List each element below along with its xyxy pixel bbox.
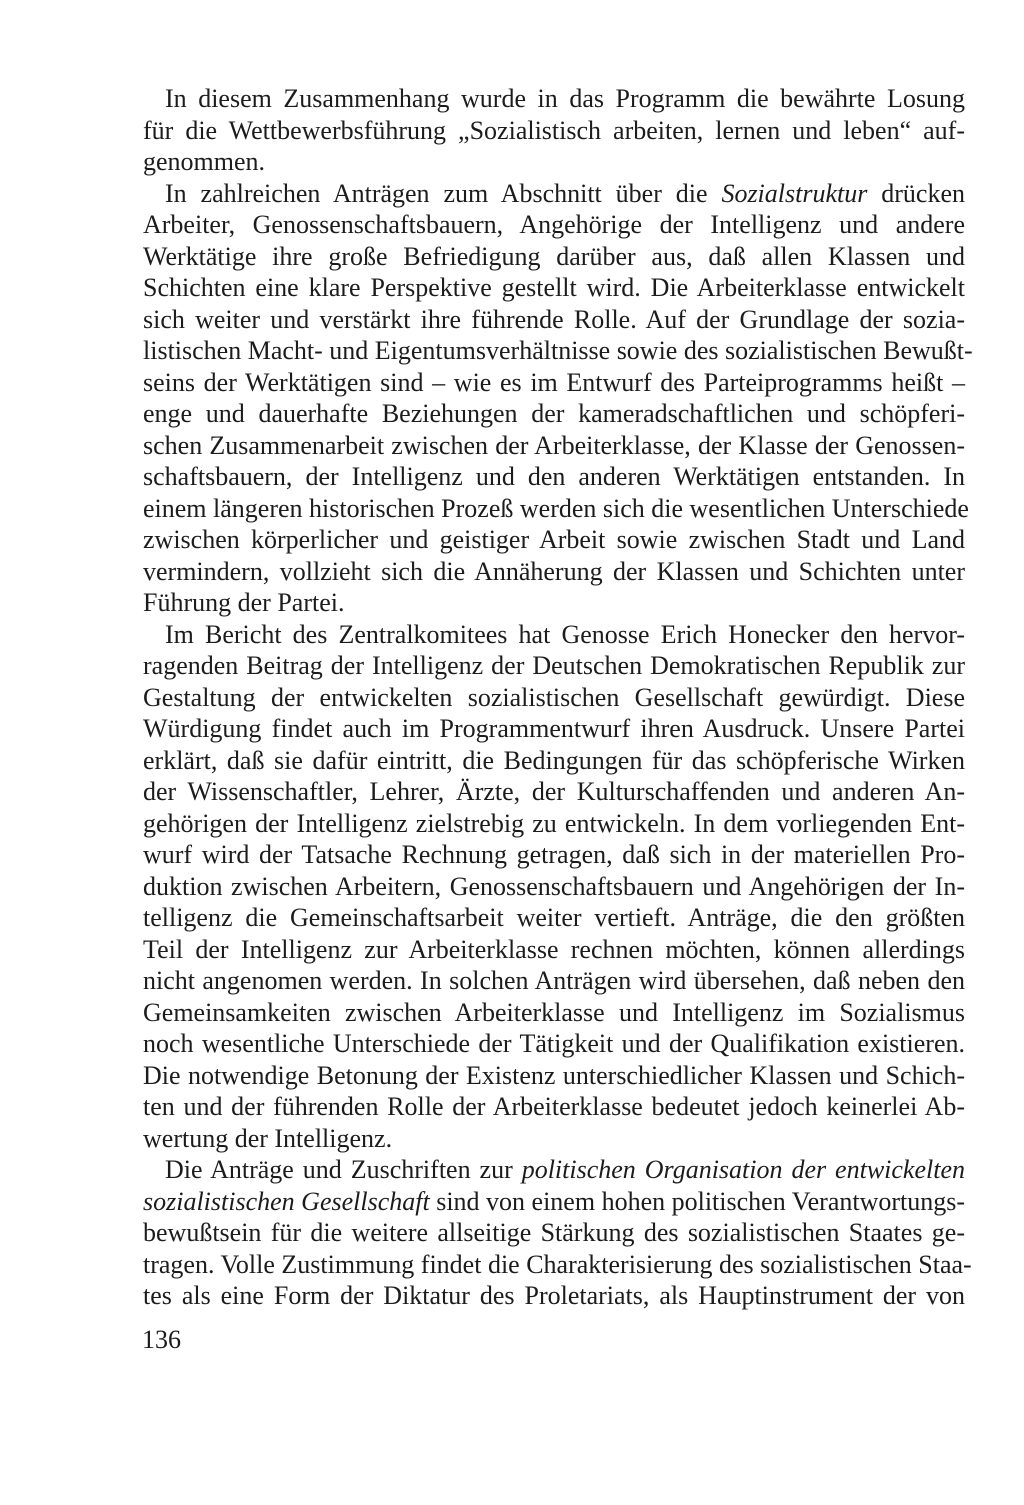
- text-line: Führung der Partei.: [143, 588, 345, 617]
- text-line: Die Anträge und Zuschriften zur politischen Organisation der entwickelten: [165, 1155, 965, 1184]
- text-line: einem längeren historischen Prozeß werden sich die wesentlichen Unterschiede: [143, 493, 969, 523]
- text-line: telligenz die Gemeinschaftsarbeit weiter vertieft. Anträge, die den größten: [143, 903, 965, 932]
- text-line: In zahlreichen Anträgen zum Abschnitt über die Sozialstruktur drücken: [165, 178, 965, 208]
- text-line: listischen Macht- und Eigentumsverhältnisse sowie des sozialistischen Bewußt-: [143, 336, 973, 365]
- text-line: tragen. Volle Zustimmung findet die Charakterisierung des sozialistischen Staa-: [143, 1249, 972, 1279]
- text-line: In diesem Zusammenhang wurde in das Programm die bewährte Losung: [165, 84, 965, 113]
- text-line: sich weiter und verstärkt ihre führende Rolle. Auf der Grundlage der sozia-: [143, 304, 965, 334]
- paragraph: [143, 83, 965, 178]
- text-line: Gemeinsamkeiten zwischen Arbeiterklasse und Intelligenz im Sozialismus: [143, 997, 965, 1027]
- text-line: tes als eine Form der Diktatur des Proletariats, als Hauptinstrument der von: [143, 1281, 965, 1310]
- text-line: erklärt, daß sie dafür eintritt, die Bedingungen für das schöpferische Wirken: [143, 745, 965, 775]
- paragraph: [143, 178, 973, 619]
- paragraph: [143, 1154, 972, 1312]
- text-line: Teil der Intelligenz zur Arbeiterklasse rechnen möchten, können allerdings: [143, 934, 965, 964]
- text-line: schen Zusammenarbeit zwischen der Arbeiterklasse, der Klasse der Genossen-: [143, 430, 965, 460]
- page-text-body: [143, 83, 973, 1312]
- paragraph: [143, 619, 965, 1155]
- text-line: wertung der Intelligenz.: [143, 1123, 393, 1153]
- text-line: seins der Werktätigen sind – wie es im Entwurf des Parteiprogramms heißt –: [143, 367, 965, 397]
- text-line: für die Wettbewerbsführung „Sozialistisch arbeiten, lernen und leben“ auf-: [143, 115, 965, 145]
- text-line: schaftsbauern, der Intelligenz und den anderen Werktätigen entstanden. In: [143, 462, 965, 491]
- text-line: ten und der führenden Rolle der Arbeiterklasse bedeutet jedoch keinerlei Ab-: [143, 1092, 965, 1121]
- text-line: noch wesentliche Unterschiede der Tätigkeit und der Qualifikation existieren.: [143, 1029, 965, 1058]
- text-line: sozialistischen Gesellschaft sind von einem hohen politischen Verantwortungs-: [143, 1186, 966, 1216]
- text-line: wurf wird der Tatsache Rechnung getragen, daß sich in der materiellen Pro-: [143, 840, 965, 869]
- text-line: duktion zwischen Arbeitern, Genossenschaftsbauern und Angehörigen der In-: [143, 871, 965, 901]
- text-line: Würdigung findet auch im Programmentwurf ihren Ausdruck. Unsere Partei: [143, 714, 965, 743]
- text-line: Schichten eine klare Perspektive gestellt wird. Die Arbeiterklasse entwickelt: [143, 273, 965, 302]
- page-number: 136: [142, 1325, 181, 1354]
- text-line: zwischen körperlicher und geistiger Arbeit sowie zwischen Stadt und Land: [143, 525, 965, 554]
- text-line: genommen.: [143, 147, 266, 176]
- text-line: bewußtsein für die weitere allseitige Stärkung des sozialistischen Staates ge-: [143, 1218, 965, 1247]
- text-line: Die notwendige Betonung der Existenz unterschiedlicher Klassen und Schich-: [143, 1060, 965, 1090]
- text-line: Im Bericht des Zentralkomitees hat Genosse Erich Honecker den hervor-: [165, 619, 965, 649]
- text-line: Werktätige ihre große Befriedigung darüber aus, daß allen Klassen und: [143, 241, 965, 271]
- text-line: vermindern, vollzieht sich die Annäherung der Klassen und Schichten unter: [143, 556, 965, 586]
- text-line: nicht angenomen werden. In solchen Anträgen wird übersehen, daß neben den: [143, 966, 965, 995]
- text-line: ragenden Beitrag der Intelligenz der Deutschen Demokratischen Republik zur: [143, 651, 965, 680]
- text-line: enge und dauerhafte Beziehungen der kameradschaftlichen und schöpferi-: [143, 399, 965, 428]
- text-line: Arbeiter, Genossenschaftsbauern, Angehörige der Intelligenz und andere: [143, 210, 965, 239]
- text-line: Gestaltung der entwickelten sozialistischen Gesellschaft gewürdigt. Diese: [143, 682, 965, 712]
- text-line: der Wissenschaftler, Lehrer, Ärzte, der Kulturschaffenden und anderen An-: [143, 777, 965, 806]
- text-line: gehörigen der Intelligenz zielstrebig zu entwickeln. In dem vorliegenden Ent-: [143, 808, 965, 838]
